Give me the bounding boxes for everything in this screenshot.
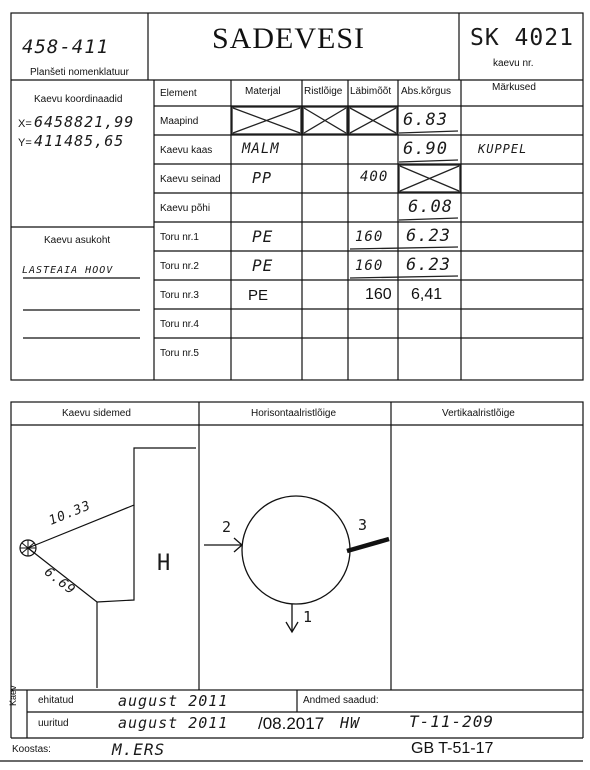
pipe-2-label: 2: [222, 518, 233, 536]
built-label: ehitatud: [38, 695, 74, 706]
col-header-diameter: Läbimõõt: [350, 86, 392, 97]
row-element-label: Toru nr.1: [160, 232, 199, 243]
row-element-label: Toru nr.4: [160, 319, 199, 330]
nomenclature-label: Planšeti nomenklatuur: [30, 67, 129, 78]
data-source-label: Andmed saadud:: [303, 695, 379, 706]
col-header-cross-section: Ristlõige: [304, 86, 343, 97]
tie-distance-1: 10.33: [46, 498, 94, 529]
compiled-by-value: M.ERS: [112, 740, 166, 759]
col-header-material: Materjal: [245, 86, 281, 97]
x-prefix: X=: [18, 118, 32, 130]
row-diameter-value: 160: [355, 258, 384, 274]
row-notes-value: KUPPEL: [478, 142, 528, 156]
col-header-notes: Märkused: [492, 82, 536, 93]
col-header-abs-height: Abs.kõrgus: [401, 86, 452, 97]
row-material-value: PE: [252, 227, 274, 246]
page-title: SADEVESI: [212, 22, 366, 55]
sketch-col-vertical-label: Vertikaalristlõige: [442, 408, 515, 419]
pipe-3-label: 3: [358, 516, 369, 534]
row-diameter-value: 400: [360, 169, 389, 185]
location-value: LASTEAIA HOOV: [22, 265, 114, 276]
row-abs-height-value: 6,41: [411, 286, 443, 303]
surveyed-value: august 2011: [118, 714, 229, 732]
row-element-label: Kaevu seinad: [160, 174, 221, 185]
nomenclature-value: 458-411: [22, 36, 110, 58]
row-element-label: Toru nr.2: [160, 261, 199, 272]
depth-h-label: H: [157, 551, 172, 576]
y-coordinate-value: 411485,65: [34, 132, 125, 150]
well-number-label: kaevu nr.: [493, 58, 534, 69]
row-material-value: PE: [248, 287, 269, 304]
sketch-col-horizontal-label: Horisontaalristlõige: [251, 408, 337, 419]
row-element-label: Toru nr.5: [160, 348, 199, 359]
row-abs-height-value: 6.90: [403, 139, 448, 159]
coordinates-label: Kaevu koordinaadid: [34, 94, 123, 105]
compiled-by-label: Koostas:: [12, 744, 51, 755]
row-element-label: Kaevu põhi: [160, 203, 211, 214]
row-material-value: MALM: [242, 141, 280, 157]
pipe-1-label: 1: [303, 608, 314, 626]
row-abs-height-value: 6.23: [406, 255, 451, 275]
row-abs-height-value: 6.83: [403, 110, 448, 130]
row-material-value: PE: [252, 256, 274, 275]
row-diameter-value: 160: [365, 286, 392, 303]
data-source-value: T-11-209: [409, 712, 495, 731]
surveyed-label: uuritud: [38, 718, 69, 729]
document-reference: GB T-51-17: [411, 740, 494, 757]
well-number-value: SK 4021: [470, 25, 574, 51]
x-coordinate-value: 6458821,99: [34, 113, 135, 131]
row-abs-height-value: 6.08: [408, 197, 453, 217]
col-header-element: Element: [160, 88, 197, 99]
row-element-label: Kaevu kaas: [160, 145, 213, 156]
row-material-value: PP: [252, 169, 273, 187]
built-value: august 2011: [118, 692, 229, 710]
surveyed-initials: HW: [340, 714, 361, 732]
row-diameter-value: 160: [355, 229, 384, 245]
footer-side-label: Kaev: [8, 685, 18, 706]
y-prefix: Y=: [18, 137, 32, 149]
location-label: Kaevu asukoht: [44, 235, 111, 246]
row-element-label: Toru nr.3: [160, 290, 199, 301]
surveyed-typed-date: /08.2017: [258, 714, 325, 733]
tie-distance-2: 6.69: [41, 564, 79, 599]
sketch-col-ties-label: Kaevu sidemed: [62, 408, 131, 419]
row-abs-height-value: 6.23: [406, 226, 451, 246]
row-element-label: Maapind: [160, 116, 199, 127]
